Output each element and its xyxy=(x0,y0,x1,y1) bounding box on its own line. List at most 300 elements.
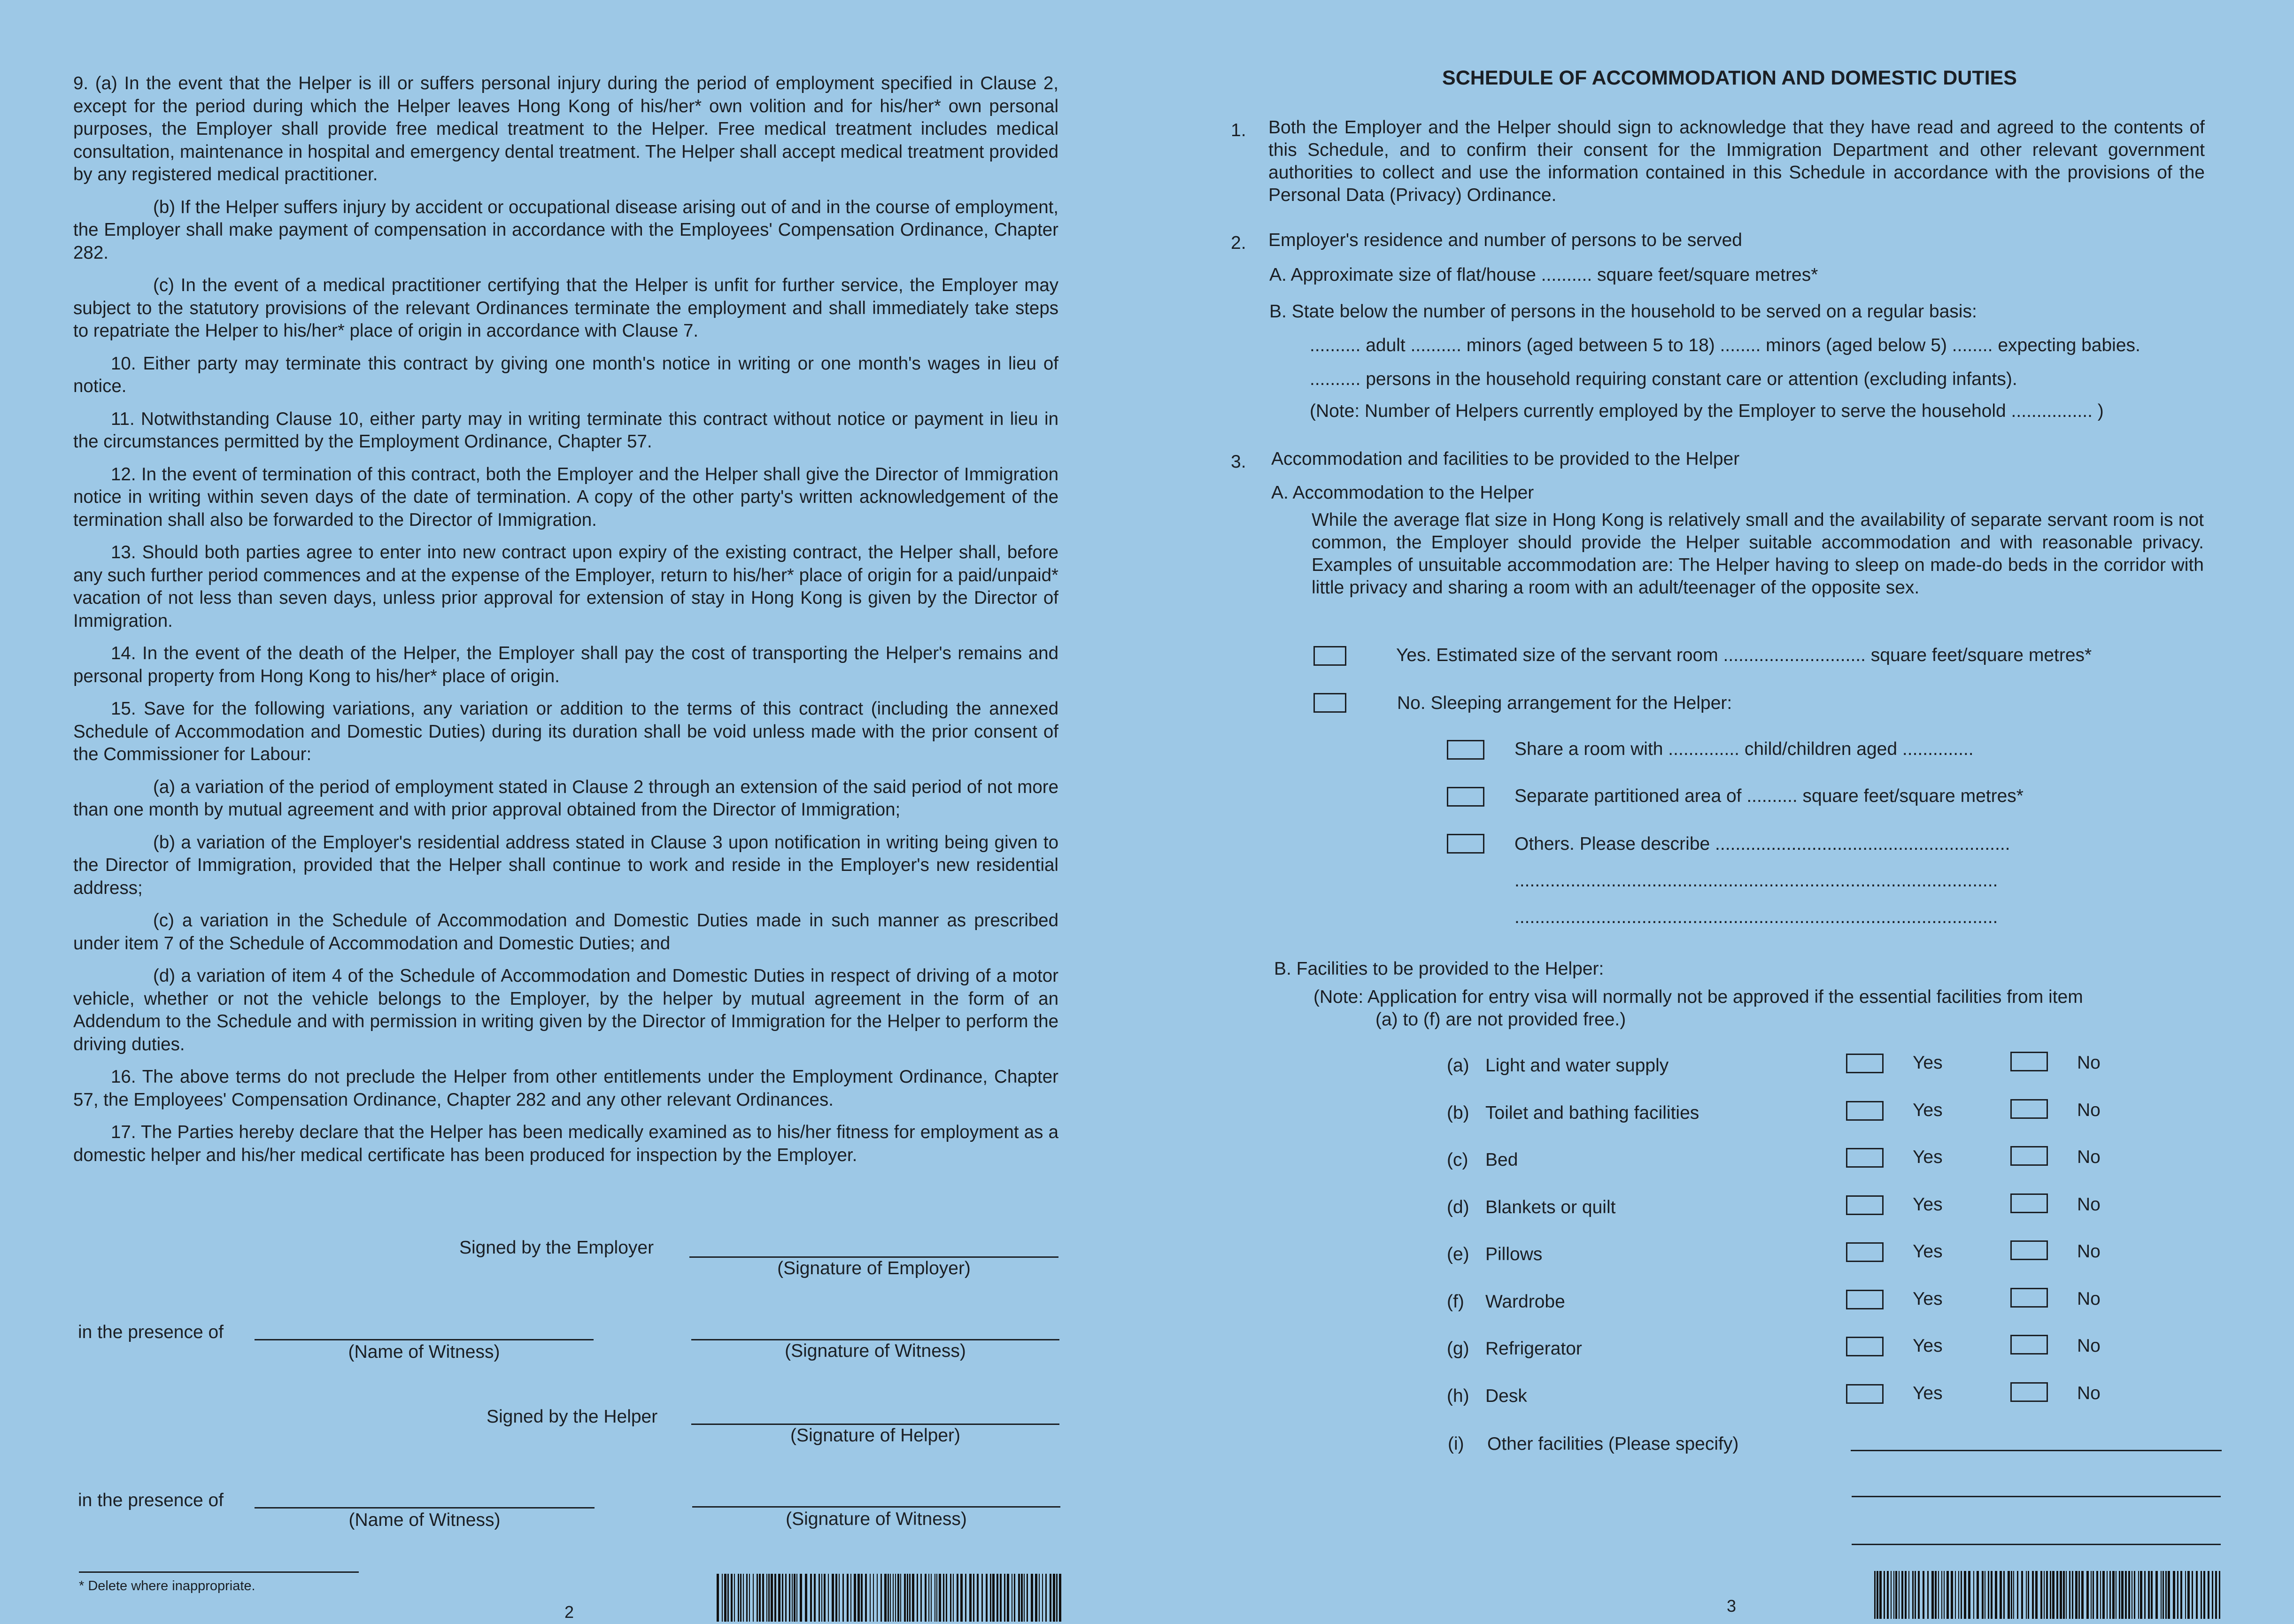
contract-clauses xyxy=(73,72,1058,1177)
barcode-bar xyxy=(2026,1571,2027,1619)
barcode-bar xyxy=(943,1574,944,1622)
facility-letter: (d) xyxy=(1447,1197,1469,1217)
barcode-bar xyxy=(2063,1571,2065,1619)
facility-no-checkbox[interactable] xyxy=(2010,1146,2048,1166)
barcode-bar xyxy=(835,1574,837,1622)
facility-no-label: No xyxy=(2077,1383,2101,1403)
others-checkbox[interactable] xyxy=(1447,834,1484,854)
barcode-bar xyxy=(1874,1571,1876,1619)
barcode-bar xyxy=(1951,1571,1953,1619)
barcode-bar xyxy=(1923,1571,1924,1619)
facility-yes-label: Yes xyxy=(1913,1147,1943,1167)
barcode-bar xyxy=(1961,1571,1962,1619)
barcode-bar xyxy=(2091,1571,2092,1619)
barcode-bar xyxy=(800,1574,802,1622)
barcode-bar xyxy=(2035,1571,2038,1619)
barcode-bar xyxy=(895,1574,896,1622)
barcode-bar xyxy=(2075,1571,2078,1619)
barcode-bar xyxy=(931,1574,932,1622)
facility-name: Bed xyxy=(1485,1150,1518,1170)
other-facilities-line-1[interactable] xyxy=(1851,1450,2222,1451)
barcode-bar xyxy=(861,1574,863,1622)
barcode-bar xyxy=(2078,1571,2080,1619)
barcode-bar xyxy=(749,1574,750,1622)
barcode-bar xyxy=(865,1574,867,1622)
barcode-bar xyxy=(2021,1571,2023,1619)
barcode-bar xyxy=(738,1574,739,1622)
barcode-bar xyxy=(839,1574,840,1622)
barcode-bar xyxy=(2155,1571,2158,1619)
facility-no-label: No xyxy=(2077,1053,2101,1073)
barcode-bar xyxy=(965,1574,966,1622)
clause-10: 10. Either party may terminate this contract by giving one month's notice in writing or one month's wages in lieu of notice. xyxy=(73,353,1058,396)
other-facilities-line-3[interactable] xyxy=(1852,1544,2221,1545)
barcode-bar xyxy=(2212,1571,2213,1619)
barcode-bar xyxy=(771,1574,773,1622)
barcode-bar xyxy=(2040,1571,2042,1619)
item-2b: B. State below the number of persons in the household to be served on a regular basis: xyxy=(1269,301,1977,322)
barcode-bar xyxy=(1000,1574,1002,1622)
signed-by-helper-label: Signed by the Helper xyxy=(487,1407,658,1427)
barcode-bar xyxy=(1941,1571,1942,1619)
item-number-2: 2. xyxy=(1231,233,1246,253)
employer-signature-caption: (Signature of Employer) xyxy=(777,1258,971,1278)
signed-by-employer-label: Signed by the Employer xyxy=(459,1238,654,1258)
in-presence-label-2: in the presence of xyxy=(78,1490,224,1510)
helper-signature-line[interactable] xyxy=(691,1424,1059,1425)
in-presence-label-1: in the presence of xyxy=(78,1322,224,1342)
barcode-bar xyxy=(2100,1571,2101,1619)
barcode-bar xyxy=(1991,1571,1993,1619)
witness-name-caption-1: (Name of Witness) xyxy=(348,1342,500,1362)
facility-no-checkbox[interactable] xyxy=(2010,1240,2048,1260)
barcode-bar xyxy=(1935,1571,1937,1619)
item-2a: A. Approximate size of flat/house .......... square feet/square metres* xyxy=(1269,265,1818,285)
barcode-bar xyxy=(1893,1571,1894,1619)
barcode-bar xyxy=(897,1574,899,1622)
facility-yes-checkbox[interactable] xyxy=(1846,1054,1884,1073)
barcode-left xyxy=(717,1574,1063,1622)
barcode-bar xyxy=(782,1574,783,1622)
barcode-bar xyxy=(1021,1574,1023,1622)
facility-yes-label: Yes xyxy=(1913,1241,1943,1262)
barcode-bar xyxy=(762,1574,764,1622)
barcode-bar xyxy=(925,1574,927,1622)
barcode-bar xyxy=(1027,1574,1028,1622)
barcode-bar xyxy=(1887,1571,1889,1619)
barcode-bar xyxy=(912,1574,914,1622)
barcode-bar xyxy=(950,1574,951,1622)
item-2-heading: Employer's residence and number of persons to be served xyxy=(1268,230,1742,250)
share-room-checkbox[interactable] xyxy=(1447,740,1484,760)
barcode-bar xyxy=(2134,1571,2135,1619)
barcode-bar xyxy=(2052,1571,2055,1619)
barcode-bar xyxy=(1958,1571,1959,1619)
barcode-bar xyxy=(909,1574,911,1622)
barcode-bar xyxy=(2096,1571,2098,1619)
barcode-bar xyxy=(796,1574,797,1622)
witness-signature-line-1[interactable] xyxy=(691,1339,1059,1340)
barcode-bar xyxy=(1031,1574,1033,1622)
barcode-bar xyxy=(792,1574,793,1622)
barcode-bar xyxy=(2102,1571,2105,1619)
barcode-bar xyxy=(810,1574,812,1622)
barcode-bar xyxy=(724,1574,726,1622)
barcode-bar xyxy=(2180,1571,2182,1619)
barcode-bar xyxy=(753,1574,754,1622)
barcode-bar xyxy=(757,1574,758,1622)
clause-15: 15. Save for the following variations, any variation or addition to the terms of this contract (including the annexed Schedule of Accommodation and Domestic Duties) during its duration shall be void unless made with the prior consent of the Commissioner for Labour: xyxy=(73,699,1058,764)
barcode-bar xyxy=(1973,1571,1974,1619)
barcode-bar xyxy=(2165,1571,2167,1619)
barcode-bar xyxy=(759,1574,761,1622)
item-1-text: Both the Employer and the Helper should sign to acknowledge that they have read and agreed to the contents of this Schedule, and to confirm their consent for the Immigration Department and other relevant government authorities to collect and use the information contained in this Schedule in accordance with the provisions of the Personal Data (Privacy) Ordinance. xyxy=(1268,117,2205,205)
barcode-bar xyxy=(877,1574,878,1622)
barcode-bar xyxy=(2032,1571,2034,1619)
barcode-bar xyxy=(1059,1574,1061,1622)
barcode-bar xyxy=(2044,1571,2045,1619)
barcode-bar xyxy=(1039,1574,1040,1622)
barcode-bar xyxy=(2086,1571,2089,1619)
barcode-bar xyxy=(1004,1574,1005,1622)
barcode-bar xyxy=(774,1574,776,1622)
barcode-bar xyxy=(789,1574,790,1622)
barcode-bar xyxy=(936,1574,937,1622)
barcode-bar xyxy=(1884,1571,1885,1619)
barcode-bar xyxy=(1931,1571,1934,1619)
barcode-bar xyxy=(888,1574,889,1622)
witness-name-line-2[interactable] xyxy=(255,1507,595,1509)
facility-yes-label: Yes xyxy=(1913,1289,1943,1309)
item-3b-note-2: (a) to (f) are not provided free.) xyxy=(1375,1009,1626,1030)
barcode-bar xyxy=(900,1574,901,1622)
facility-yes-checkbox[interactable] xyxy=(1846,1337,1884,1356)
facility-no-checkbox[interactable] xyxy=(2010,1052,2048,1071)
barcode-bar xyxy=(2125,1571,2127,1619)
barcode-bar xyxy=(1045,1574,1047,1622)
barcode-bar xyxy=(832,1574,834,1622)
barcode-bar xyxy=(2008,1571,2010,1619)
item-3b-note-1: (Note: Application for entry visa will normally not be approved if the essential facilities from item xyxy=(1313,987,2083,1007)
barcode-bar xyxy=(2000,1571,2002,1619)
barcode-bar xyxy=(1938,1571,1939,1619)
facility-letter: (f) xyxy=(1447,1292,1464,1312)
barcode-bar xyxy=(973,1574,974,1622)
barcode-bar xyxy=(1891,1571,1892,1619)
barcode-bar xyxy=(2128,1571,2130,1619)
facility-yes-label: Yes xyxy=(1913,1053,1943,1073)
barcode-bar xyxy=(1053,1574,1055,1622)
item-2b-note: (Note: Number of Helpers currently employed by the Employer to serve the household ................ ) xyxy=(1310,401,2104,421)
facility-no-label: No xyxy=(2077,1241,2101,1262)
facility-name: Pillows xyxy=(1485,1244,1543,1264)
barcode-bar xyxy=(1946,1571,1949,1619)
facility-yes-label: Yes xyxy=(1913,1383,1943,1403)
others-line-2[interactable]: ............................................................................................... xyxy=(1514,870,1998,891)
item-3b: B. Facilities to be provided to the Helper: xyxy=(1274,959,1604,979)
facility-yes-checkbox[interactable] xyxy=(1846,1148,1884,1168)
facility-name: Desk xyxy=(1485,1386,1527,1406)
barcode-bar xyxy=(881,1574,882,1622)
barcode-bar xyxy=(2148,1571,2150,1619)
facility-name: Blankets or quilt xyxy=(1485,1197,1616,1217)
barcode-bar xyxy=(2017,1571,2018,1619)
barcode-bar xyxy=(2192,1571,2193,1619)
barcode-bar xyxy=(746,1574,748,1622)
barcode-bar xyxy=(873,1574,874,1622)
barcode-bar xyxy=(953,1574,954,1622)
barcode-bar xyxy=(1035,1574,1037,1622)
facility-letter: (h) xyxy=(1447,1386,1469,1406)
clause-9b: (b) If the Helper suffers injury by accident or occupational disease arising out of and in the course of employment, the Employer shall make payment of compensation in accordance with the Employees' Compensation Ordinance, Chapter 282. xyxy=(73,197,1058,263)
others-label: Others. Please describe .......................................................... xyxy=(1514,834,2010,854)
barcode-bar xyxy=(981,1574,983,1622)
barcode-bar xyxy=(1995,1571,1997,1619)
barcode-bar xyxy=(1905,1571,1907,1619)
barcode-bar xyxy=(1877,1571,1878,1619)
item-3a: A. Accommodation to the Helper xyxy=(1271,483,1534,503)
facility-yes-label: Yes xyxy=(1913,1100,1943,1120)
barcode-bar xyxy=(828,1574,829,1622)
barcode-bar xyxy=(870,1574,871,1622)
facility-yes-checkbox[interactable] xyxy=(1846,1384,1884,1404)
facility-letter: (e) xyxy=(1447,1244,1469,1264)
barcode-bar xyxy=(920,1574,922,1622)
helper-signature-caption: (Signature of Helper) xyxy=(790,1425,960,1446)
barcode-bar xyxy=(2219,1571,2220,1619)
barcode-bar xyxy=(939,1574,941,1622)
facility-no-checkbox[interactable] xyxy=(2010,1288,2048,1308)
barcode-bar xyxy=(990,1574,991,1622)
item-2b-constant-care: .......... persons in the household requiring constant care or attention (excluding infants). xyxy=(1310,369,2017,389)
facility-no-label: No xyxy=(2077,1336,2101,1356)
barcode-bar xyxy=(917,1574,918,1622)
others-line-3[interactable]: ............................................................................................... xyxy=(1514,907,1998,927)
barcode-bar xyxy=(1879,1571,1882,1619)
clause-16: 16. The above terms do not preclude the Helper from other entitlements under the Employment Ordinance, Chapter 57, the Employees' Compensation Ordinance, Chapter 282 and any other relevant Ordinances. xyxy=(73,1067,1058,1110)
barcode-bar xyxy=(2215,1571,2217,1619)
barcode-bar xyxy=(1050,1574,1051,1622)
barcode-bar xyxy=(743,1574,744,1622)
barcode-bar xyxy=(819,1574,820,1622)
facility-no-label: No xyxy=(2077,1100,2101,1120)
barcode-bar xyxy=(842,1574,844,1622)
facility-letter: (g) xyxy=(1447,1339,1469,1359)
facility-letter: (a) xyxy=(1447,1055,1469,1076)
facility-yes-checkbox[interactable] xyxy=(1846,1101,1884,1121)
barcode-bar xyxy=(717,1574,719,1622)
no-servant-room-checkbox[interactable] xyxy=(1313,693,1346,713)
facility-yes-label: Yes xyxy=(1913,1336,1943,1356)
facility-name: Toilet and bathing facilities xyxy=(1485,1103,1699,1123)
barcode-bar xyxy=(740,1574,741,1622)
barcode-bar xyxy=(2173,1571,2175,1619)
barcode-bar xyxy=(1977,1571,1979,1619)
barcode-bar xyxy=(2013,1571,2014,1619)
witness-signature-line-2[interactable] xyxy=(692,1506,1060,1508)
clause-14: 14. In the event of the death of the Helper, the Employer shall pay the cost of transporting the Helper's remains and personal property from Hong Kong to his/her* place of origin. xyxy=(73,643,1058,686)
barcode-bar xyxy=(2185,1571,2186,1619)
barcode-bar xyxy=(2138,1571,2139,1619)
barcode-bar xyxy=(2069,1571,2070,1619)
facility-other-letter: (i) xyxy=(1448,1434,1464,1454)
facility-yes-label: Yes xyxy=(1913,1194,1943,1215)
barcode-bar xyxy=(1944,1571,1945,1619)
facility-name: Wardrobe xyxy=(1485,1292,1565,1312)
barcode-bar xyxy=(1955,1571,1956,1619)
employer-signature-line[interactable] xyxy=(689,1256,1058,1258)
item-3-heading: Accommodation and facilities to be provided to the Helper xyxy=(1271,449,1740,469)
clause-15a: (a) a variation of the period of employment stated in Clause 2 through an extension of the said period of not more than one month by mutual agreement and with prior approval obtained from the Director of Immigration; xyxy=(73,777,1058,820)
barcode-bar xyxy=(992,1574,995,1622)
barcode-bar xyxy=(824,1574,826,1622)
barcode-bar xyxy=(2093,1571,2094,1619)
barcode-bar xyxy=(890,1574,891,1622)
share-room-label: Share a room with .............. child/children aged .............. xyxy=(1514,739,1974,759)
barcode-bar xyxy=(1915,1571,1916,1619)
barcode-bar xyxy=(2203,1571,2205,1619)
witness-signature-caption-2: (Signature of Witness) xyxy=(786,1509,967,1529)
page-number-right: 3 xyxy=(1727,1596,1737,1616)
barcode-bar xyxy=(2163,1571,2164,1619)
facility-no-checkbox[interactable] xyxy=(2010,1335,2048,1355)
barcode-bar xyxy=(928,1574,929,1622)
barcode-bar xyxy=(2066,1571,2067,1619)
barcode-bar xyxy=(850,1574,851,1622)
barcode-bar xyxy=(731,1574,733,1622)
barcode-bar xyxy=(785,1574,787,1622)
partitioned-area-checkbox[interactable] xyxy=(1447,787,1484,807)
clause-9c: (c) In the event of a medical practitioner certifying that the Helper is unfit for further service, the Employer may subject to the statutory provisions of the relevant Ordinances terminate the employment and shall immediately take steps to repatriate the Helper to his/her* place of origin in accordance with Clause 7. xyxy=(73,275,1058,341)
barcode-bar xyxy=(2060,1571,2062,1619)
barcode-bar xyxy=(2140,1571,2142,1619)
barcode-bar xyxy=(1908,1571,1909,1619)
barcode-bar xyxy=(1056,1574,1058,1622)
barcode-bar xyxy=(977,1574,979,1622)
barcode-bar xyxy=(766,1574,767,1622)
barcode-bar xyxy=(1982,1571,1984,1619)
clause-15c: (c) a variation in the Schedule of Accommodation and Domestic Duties made in such manner as prescribed under item 7 of the Schedule of Accommodation and Domestic Duties; and xyxy=(73,910,1058,954)
clause-17: 17. The Parties hereby declare that the Helper has been medically examined as to his/her fitness for employment as a domestic helper and his/her medical certificate has been produced for inspection by the Employer. xyxy=(73,1122,1058,1165)
barcode-bar xyxy=(2046,1571,2048,1619)
barcode-bar xyxy=(2119,1571,2120,1619)
witness-name-line-1[interactable] xyxy=(255,1339,594,1340)
footnote: * Delete where inappropriate. xyxy=(79,1578,255,1593)
barcode-bar xyxy=(1024,1574,1025,1622)
barcode-bar xyxy=(1895,1571,1897,1619)
witness-name-caption-2: (Name of Witness) xyxy=(348,1510,501,1530)
facility-name: Refrigerator xyxy=(1485,1339,1582,1359)
barcode-bar xyxy=(2144,1571,2146,1619)
barcode-bar xyxy=(2112,1571,2115,1619)
schedule-page-3 xyxy=(1147,0,2294,1624)
barcode-bar xyxy=(821,1574,822,1622)
barcode-bar xyxy=(986,1574,988,1622)
barcode-bar xyxy=(727,1574,729,1622)
barcode-bar xyxy=(2121,1571,2124,1619)
barcode-bar xyxy=(2177,1571,2178,1619)
barcode-bar xyxy=(2168,1571,2170,1619)
facility-name: Light and water supply xyxy=(1485,1055,1669,1076)
barcode-bar xyxy=(1918,1571,1920,1619)
barcode-bar xyxy=(2011,1571,2012,1619)
facility-no-checkbox[interactable] xyxy=(2010,1193,2048,1213)
facility-yes-checkbox[interactable] xyxy=(1846,1242,1884,1262)
barcode-bar xyxy=(893,1574,894,1622)
barcode-bar xyxy=(2107,1571,2108,1619)
barcode-bar xyxy=(2050,1571,2051,1619)
barcode-bar xyxy=(946,1574,947,1622)
barcode-bar xyxy=(1912,1571,1914,1619)
page-number-left: 2 xyxy=(564,1602,574,1622)
clause-15b: (b) a variation of the Employer's residential address stated in Clause 3 upon notification in writing being given to the Director of Immigration, provided that the Helper shall continue to work and reside in the Employer's new residential address; xyxy=(73,832,1058,898)
barcode-bar xyxy=(2081,1571,2084,1619)
barcode-bar xyxy=(884,1574,887,1622)
barcode-bar xyxy=(814,1574,816,1622)
barcode-bar xyxy=(1014,1574,1015,1622)
barcode-bar xyxy=(1927,1571,1929,1619)
item-number-3: 3. xyxy=(1231,452,1246,472)
facility-other-label: Other facilities (Please specify) xyxy=(1487,1434,1739,1454)
barcode-bar xyxy=(1042,1574,1043,1622)
no-sleeping-arrangement-label: No. Sleeping arrangement for the Helper: xyxy=(1397,693,1732,713)
barcode-bar xyxy=(734,1574,735,1622)
witness-signature-caption-1: (Signature of Witness) xyxy=(785,1341,966,1361)
barcode-bar xyxy=(1899,1571,1900,1619)
facility-no-checkbox[interactable] xyxy=(2010,1099,2048,1119)
barcode-bar xyxy=(2201,1571,2202,1619)
barcode-bar xyxy=(847,1574,849,1622)
barcode-bar xyxy=(1968,1571,1970,1619)
facility-no-label: No xyxy=(2077,1289,2101,1309)
barcode-bar xyxy=(960,1574,963,1622)
schedule-title: SCHEDULE OF ACCOMMODATION AND DOMESTIC DUTIES xyxy=(1442,67,2017,89)
barcode-bar xyxy=(904,1574,906,1622)
barcode-bar xyxy=(1018,1574,1020,1622)
barcode-bar xyxy=(2151,1571,2153,1619)
facility-letter: (c) xyxy=(1447,1150,1468,1170)
barcode-bar xyxy=(854,1574,856,1622)
facility-no-checkbox[interactable] xyxy=(2010,1382,2048,1402)
barcode-bar xyxy=(794,1574,796,1622)
footnote-rule xyxy=(79,1571,359,1573)
barcode-bar xyxy=(2196,1571,2198,1619)
yes-servant-room-label: Yes. Estimated size of the servant room ............................ square feet/square metres* xyxy=(1396,645,2092,665)
barcode-bar xyxy=(857,1574,860,1622)
facility-yes-checkbox[interactable] xyxy=(1846,1290,1884,1309)
barcode-bar xyxy=(2072,1571,2073,1619)
barcode-bar xyxy=(969,1574,972,1622)
clause-13: 13. Should both parties agree to enter into new contract upon expiry of the existing contract, the Helper shall, before any such further period commences and at the expense of the Employer, return to his/her* place of origin for a paid/unpaid* vacation of not less than seven days, unless prior approval for extension of stay in Hong Kong is given by the Director of Immigration. xyxy=(73,542,1058,631)
barcode-bar xyxy=(2187,1571,2190,1619)
item-3a-text: While the average flat size in Hong Kong is relatively small and the availability of separate servant room is not common, the Employer should provide the Helper suitable accommodation and with reasonable privacy. Examples of unsuitable accommodation are: The Helper having to sleep on made-do beds in the corridor with little privacy and sharing a room with an adult/teenager of the opposite sex. xyxy=(1312,510,2204,598)
barcode-bar xyxy=(2003,1571,2005,1619)
barcode-bar xyxy=(1988,1571,1989,1619)
barcode-bar xyxy=(2109,1571,2111,1619)
clause-12: 12. In the event of termination of this contract, both the Employer and the Helper shall give the Director of Immigration notice in writing within seven days of the date of termination. A copy of the other party's written acknowledgement of the termination shall also be forwarded to the Director of Immigration. xyxy=(73,464,1058,530)
barcode-bar xyxy=(2028,1571,2029,1619)
barcode-bar xyxy=(2208,1571,2209,1619)
yes-servant-room-checkbox[interactable] xyxy=(1313,646,1346,666)
barcode-bar xyxy=(996,1574,998,1622)
barcode-bar xyxy=(2056,1571,2058,1619)
barcode-bar xyxy=(1901,1571,1903,1619)
item-number-1: 1. xyxy=(1231,120,1246,140)
barcode-bar xyxy=(907,1574,908,1622)
other-facilities-line-2[interactable] xyxy=(1852,1496,2221,1497)
barcode-bar xyxy=(768,1574,770,1622)
facility-yes-checkbox[interactable] xyxy=(1846,1195,1884,1215)
